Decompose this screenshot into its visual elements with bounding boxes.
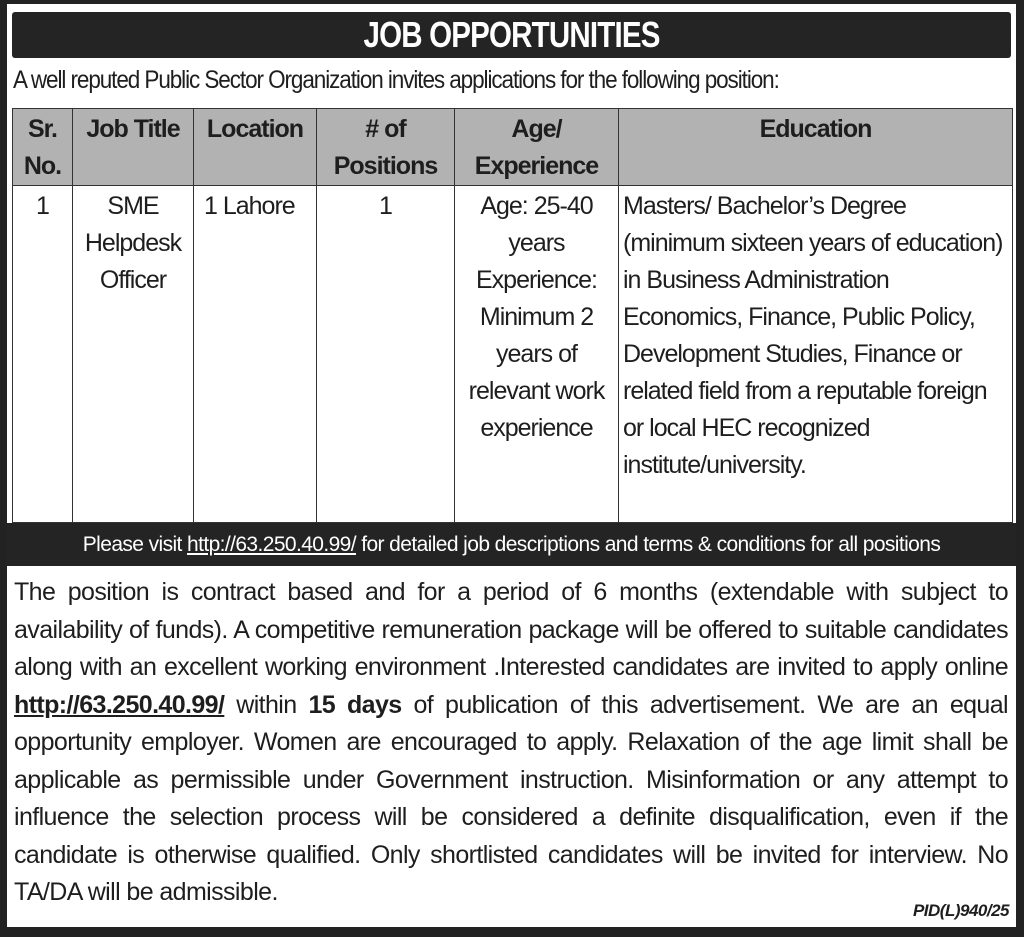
cell-sr-no: 1 [13,186,73,523]
col-header-location: Location [194,109,317,186]
col-header-sr-no: Sr. No. [13,109,73,186]
terms-paragraph [14,574,1008,912]
col-header-age-experience: Age/ Experience [455,109,619,186]
table-row [13,186,1013,523]
jobs-table [12,108,1013,523]
col-header-positions: # of Positions [317,109,455,186]
banner-prefix: Please visit [82,532,188,556]
pid-number: PID(L)940/25 [912,901,1009,920]
cell-job-title: SME Helpdesk Officer [73,186,194,523]
page-title: JOB OPPORTUNITIES [363,14,660,55]
terms-part2: within [224,690,309,719]
banner-link[interactable]: http://63.250.40.99/ [187,532,356,556]
cell-age-experience: Age: 25-40 years Experience: Minimum 2 years of relevant work experience [455,186,619,523]
col-header-education: Education [619,109,1013,186]
banner-suffix: for detailed job descriptions and terms & conditions for all positions [356,532,941,556]
cell-education: Masters/ Bachelor’s Degree (minimum sixteen years of education) in Business Administration Economics, Finance, Public Policy, Development Studies, Finance or related field from a reputable foreign or local HEC recognized institute/university. [619,186,1013,523]
col-header-job-title: Job Title [73,109,194,186]
terms-part1: The position is contract based and for a period of 6 months (extendable with subject to availability of funds). A competitive remuneration package will be offered to suitable candidates along with an excellent working environment .Interested candidates are invited to apply online [14,578,1008,681]
advertisement [7,4,1016,927]
title-bar [12,12,1011,58]
cell-location: 1 Lahore [194,186,317,523]
table-header-row [13,109,1013,186]
deadline: 15 days [308,690,402,719]
terms-part3: of publication of this advertisement. We are an equal opportunity employer. Women are encouraged to apply. Relaxation of the age limit shall be applicable as permissible under Government instruction. Misinformation or any attempt to influence the selection process will be considered a definite disqualification, even if the candidate is otherwise qualified. Only shortlisted candidates will be invited for interview. No TA/DA will be admissible. [14,690,1008,906]
intro-text: A well reputed Public Sector Organization invites applications for the following position: [13,66,779,94]
apply-link[interactable]: http://63.250.40.99/ [14,690,225,719]
cell-positions: 1 [317,186,455,523]
info-banner [7,523,1016,566]
